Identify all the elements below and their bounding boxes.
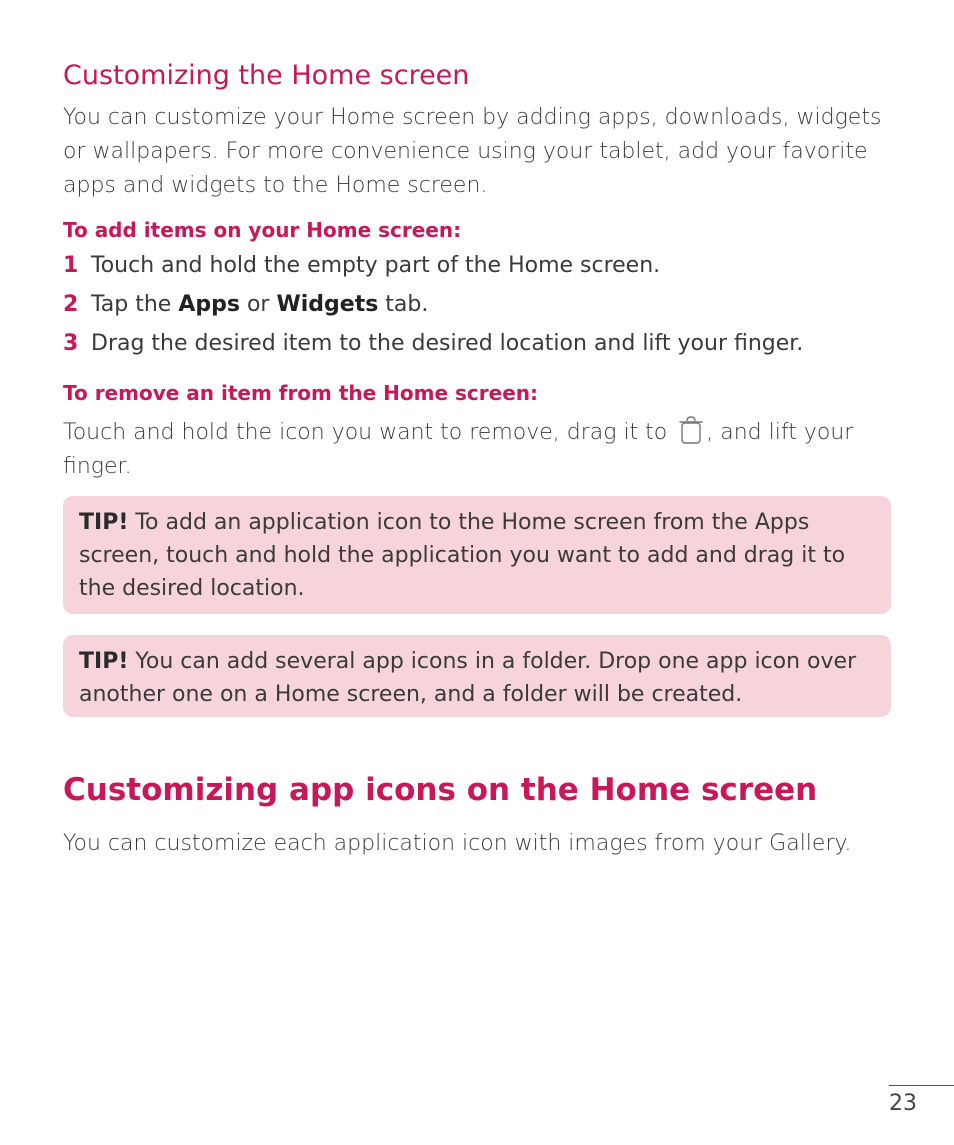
step-text <box>91 292 428 317</box>
subheading-remove-item: To remove an item from the Home screen: <box>63 381 539 405</box>
remove-text-after: , and lift your finger. <box>63 420 854 479</box>
tip-label: TIP! <box>79 649 129 674</box>
page-number: 23 <box>889 1091 917 1116</box>
subheading-add-items: To add items on your Home screen: <box>63 218 462 242</box>
tip-body: To add an application icon to the Home screen from the Apps screen, touch and hold the application you want to add and drag it to the desired location. <box>79 510 846 601</box>
tip-box <box>63 635 891 717</box>
step-text-mid: or <box>239 292 277 317</box>
step-item <box>63 292 893 331</box>
widgets-tab-label: Widgets <box>276 292 379 317</box>
apps-tab-label: Apps <box>178 292 240 317</box>
tip-text <box>79 506 875 605</box>
step-text: Drag the desired item to the desired location and lift your finger. <box>91 331 804 356</box>
app-icons-paragraph: You can customize each application icon with images from your Gallery. <box>63 831 852 856</box>
footer-divider <box>889 1085 954 1086</box>
tip-label: TIP! <box>79 510 129 535</box>
step-text-post: tab. <box>378 292 429 317</box>
step-number: 3 <box>63 331 79 356</box>
step-text-pre: Tap the <box>91 292 179 317</box>
step-item <box>63 331 893 370</box>
section-heading-customizing-home-screen: Customizing the Home screen <box>63 60 470 91</box>
remove-text-before: Touch and hold the icon you want to remove, drag it to <box>63 420 675 445</box>
tip-text <box>79 645 875 711</box>
section-heading-customizing-app-icons: Customizing app icons on the Home screen <box>63 772 818 808</box>
remove-item-paragraph <box>63 416 893 484</box>
tip-body: You can add several app icons in a folder. Drop one app icon over another one on a Home screen, and a folder will be created. <box>79 649 857 707</box>
trash-can-icon <box>678 415 704 445</box>
tip-box <box>63 496 891 614</box>
step-number: 1 <box>63 253 79 278</box>
step-number: 2 <box>63 292 79 317</box>
add-items-steps-list <box>63 253 893 370</box>
step-item <box>63 253 893 292</box>
step-text: Touch and hold the empty part of the Home screen. <box>91 253 661 278</box>
home-screen-intro-paragraph: You can customize your Home screen by adding apps, downloads, widgets or wallpapers. For more convenience using your tablet, add your favorite apps and widgets to the Home screen. <box>63 105 882 198</box>
